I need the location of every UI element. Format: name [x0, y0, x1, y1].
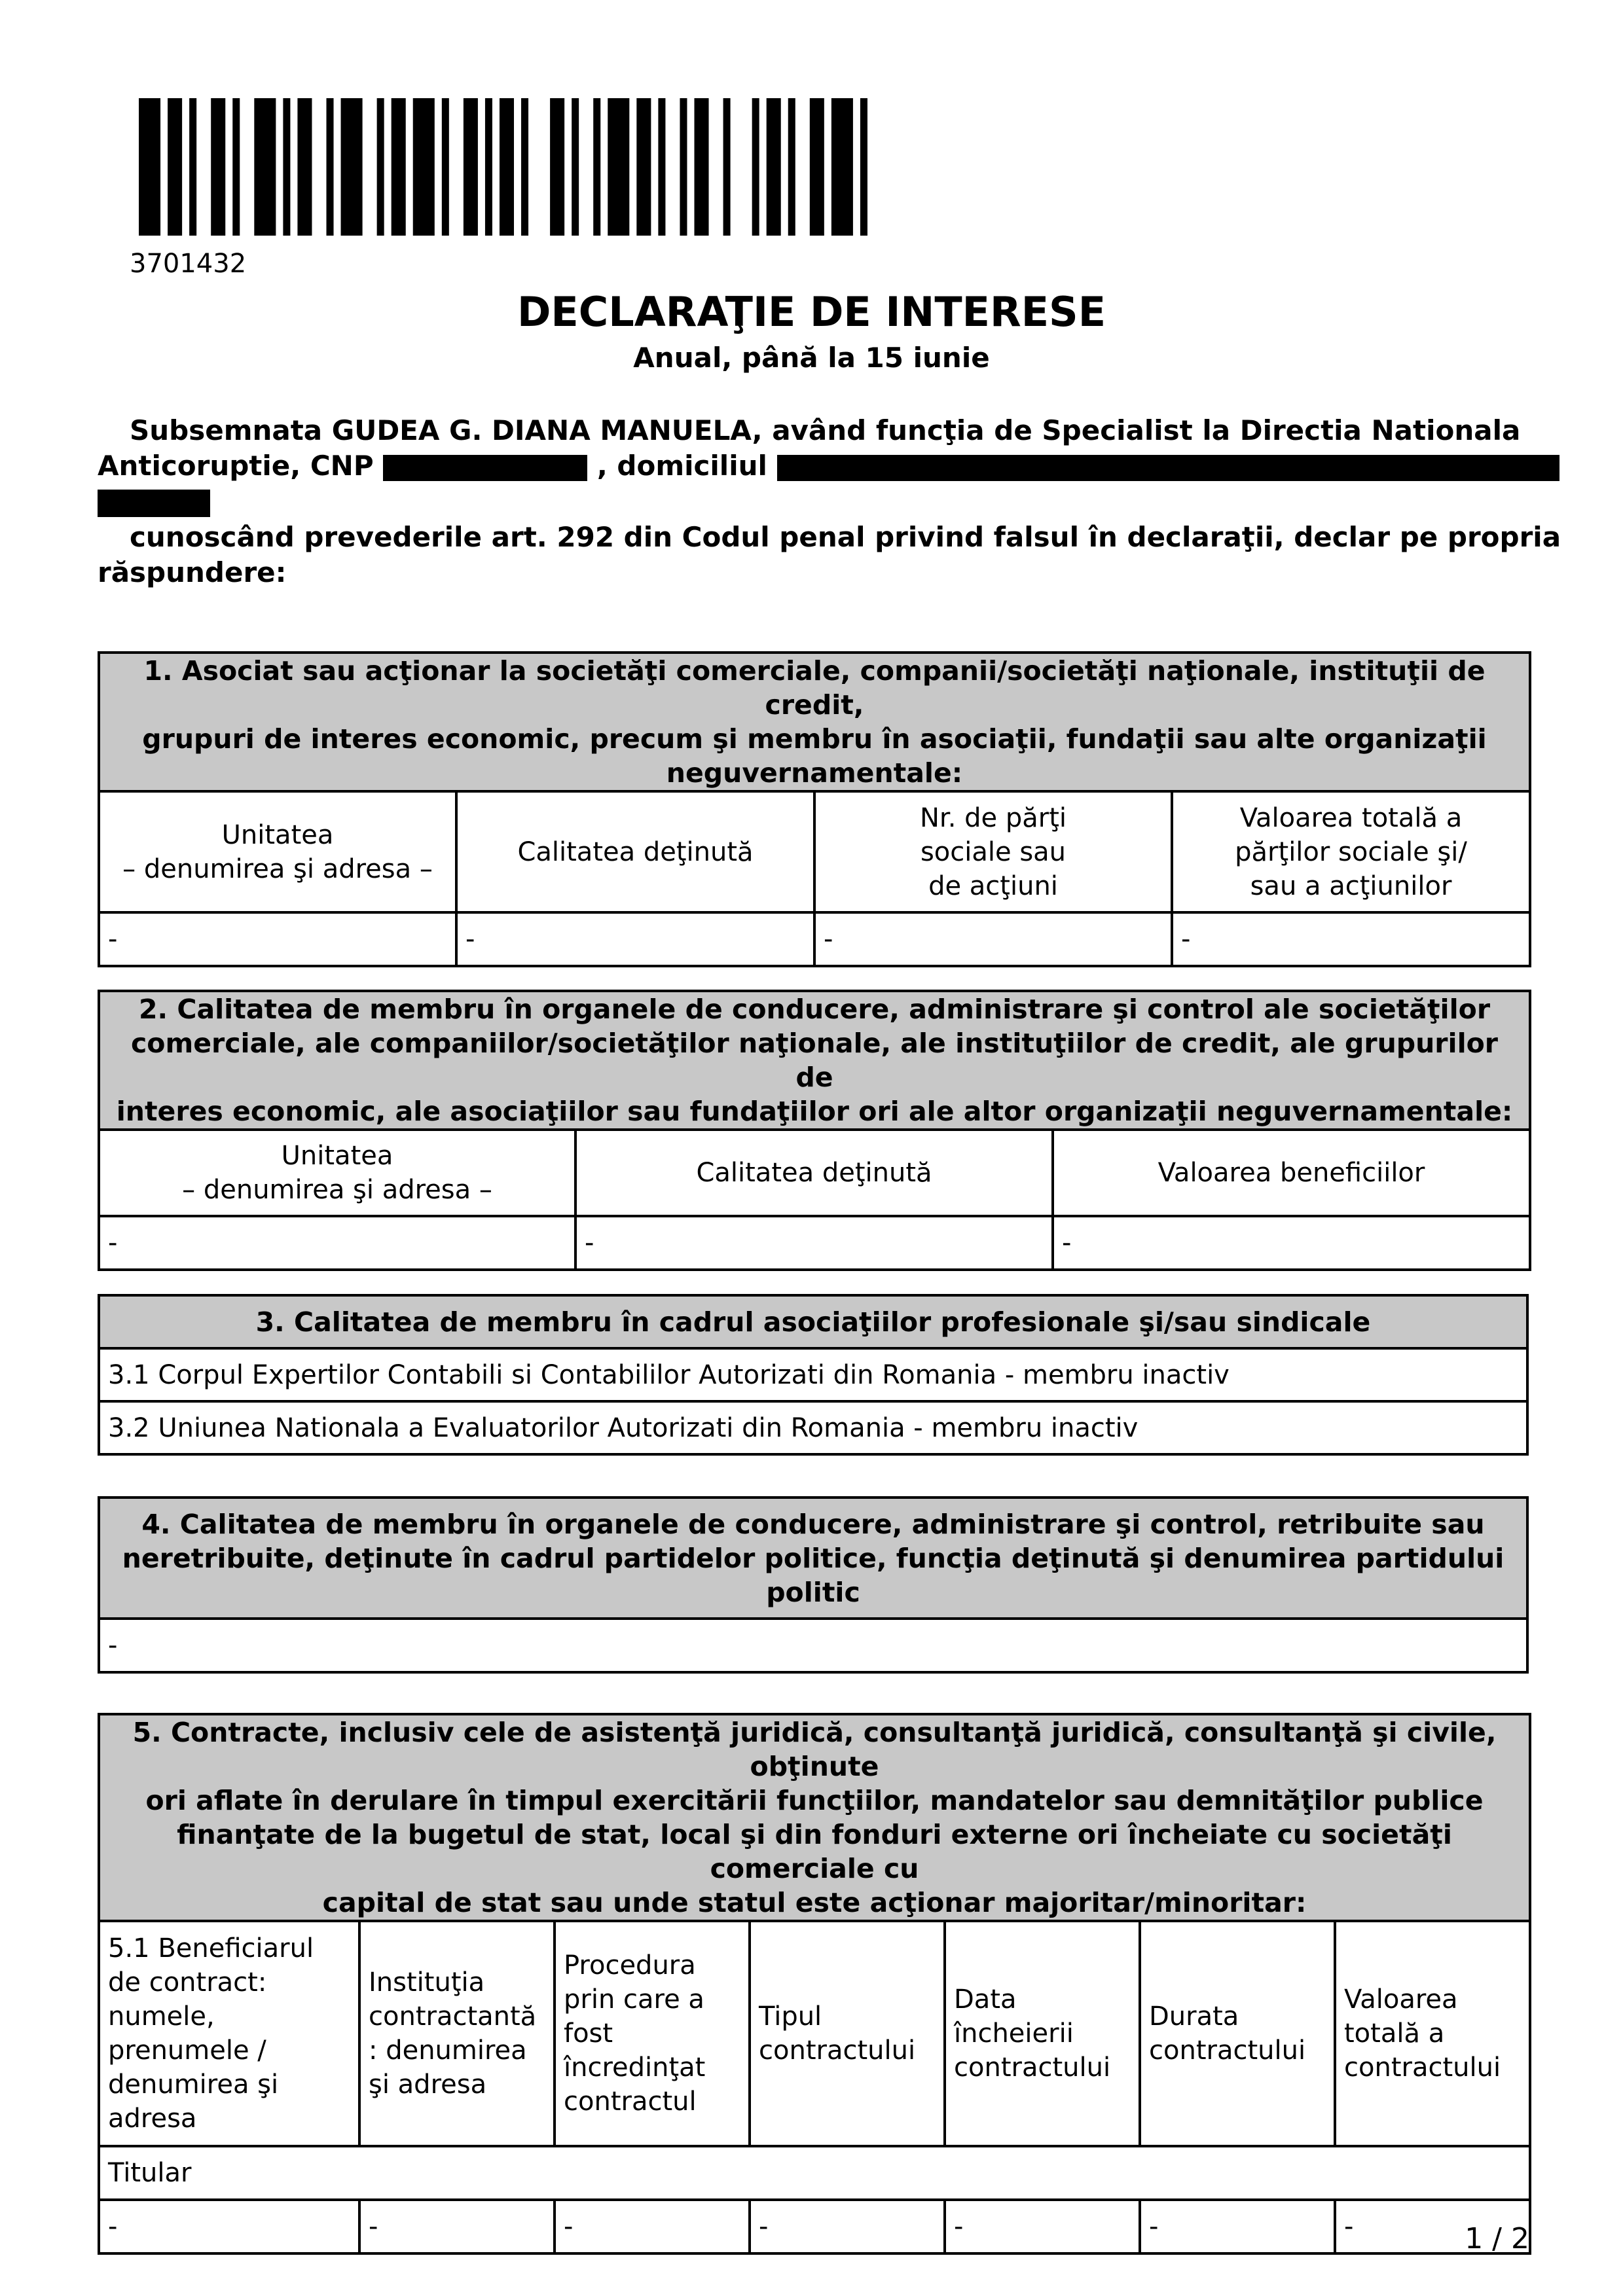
section-1-table — [98, 651, 1531, 967]
barcode-bar — [327, 98, 334, 236]
barcode-bar — [232, 98, 240, 236]
table-cell: - — [1053, 1216, 1530, 1270]
barcode-bar — [550, 98, 564, 236]
section-1-header: 1. Asociat sau acţionar la societăţi comerciale, companii/societăţi naţionale, instituţii de credit, grupuri de interes economic, precum şi membru în asociaţii, fundaţii sau alte organizaţii neguvernamentale: — [99, 653, 1530, 791]
redacted-cnp — [383, 455, 587, 481]
intro-line-2 — [98, 449, 1559, 483]
barcode-bar — [521, 98, 528, 236]
intro-line-4: răspundere: — [98, 556, 287, 588]
barcode-bar — [788, 98, 795, 236]
table-cell: - — [575, 1216, 1053, 1270]
barcode-bar — [377, 98, 384, 236]
column-header-beneficiar: 5.1 Beneficiarul de contract: numele, prenumele / denumirea şi adresa — [99, 1921, 359, 2146]
barcode-bar — [860, 98, 867, 236]
table-cell: - — [1172, 912, 1530, 966]
table-cell: - — [99, 1619, 1527, 1672]
barcode-bar — [139, 98, 160, 236]
column-header-calitatea: Calitatea deţinută — [456, 791, 814, 912]
barcode-bar — [283, 98, 290, 236]
table-cell: - — [456, 912, 814, 966]
barcode-bar — [254, 98, 276, 236]
list-item — [99, 1348, 1527, 1401]
membership-item: 3.2 Uniunea Nationala a Evaluatorilor Autorizati din Romania - membru inactiv — [99, 1401, 1527, 1454]
section-5-table — [98, 1713, 1531, 2255]
page-number: 1 / 2 — [1465, 2222, 1529, 2255]
column-header-calitatea: Calitatea deţinută — [575, 1130, 1053, 1216]
barcode-bar — [413, 98, 435, 236]
barcode-bar — [636, 98, 651, 236]
table-cell: - — [555, 2200, 750, 2253]
column-header-procedura: Procedura prin care a fost încredinţat contractul — [555, 1921, 750, 2146]
table-cell: - — [945, 2200, 1140, 2253]
table-cell: - — [99, 1216, 575, 1270]
table-cell: - — [1140, 2200, 1335, 2253]
barcode-bar — [211, 98, 225, 236]
barcode-bar — [608, 98, 629, 236]
barcode-bar — [168, 98, 182, 236]
barcode-bar — [297, 98, 312, 236]
barcode-bar — [831, 98, 853, 236]
section-4-table — [98, 1496, 1529, 1674]
column-header-durata: Durata contractului — [1140, 1921, 1335, 2146]
barcode-bar — [572, 98, 579, 236]
list-item — [99, 1401, 1527, 1454]
section-2-table — [98, 990, 1531, 1271]
table-cell: - — [750, 2200, 945, 2253]
barcode-bar — [485, 98, 492, 236]
barcode-bar — [464, 98, 478, 236]
barcode-bar — [593, 98, 600, 236]
column-header-unitatea: Unitatea – denumirea şi adresa – — [99, 1130, 575, 1216]
redacted-address — [777, 455, 1559, 481]
document-title: DECLARAŢIE DE INTERESE — [517, 288, 1106, 336]
section-4-header: 4. Calitatea de membru în organele de conducere, administrare şi control, retribuite sau neretribuite, deţinute în cadrul partidelor politice, funcţia deţinută şi denumirea partidului politic — [99, 1498, 1527, 1619]
table-cell: - — [814, 912, 1172, 966]
membership-item: 3.1 Corpul Expertilor Contabili si Contabililor Autorizati din Romania - membru inactiv — [99, 1348, 1527, 1401]
barcode-bar — [694, 98, 708, 236]
barcode-bar — [680, 98, 687, 236]
table-row — [99, 1619, 1527, 1672]
column-header-tipul: Tipul contractului — [750, 1921, 945, 2146]
document-subtitle: Anual, până la 15 iunie — [633, 342, 990, 374]
barcode-bar — [392, 98, 406, 236]
section-5-header: 5. Contracte, inclusiv cele de asistenţă juridică, consultanţă juridică, consultanţă şi civile, obţinute ori aflate în derulare în timpul exercitării funcţiilor, mandatelor sau demnităţilor publice finanţate de la bugetul de stat, local şi din fonduri externe ori încheiate cu societăţi comerciale cu capital de stat sau unde statul este acţionar majoritar/minoritar: — [99, 1714, 1530, 1921]
table-cell: - — [1335, 2200, 1530, 2253]
table-cell: - — [99, 912, 456, 966]
barcode-bar — [500, 98, 514, 236]
barcode-bar — [442, 98, 449, 236]
table-row — [99, 2200, 1530, 2253]
barcode-bar — [810, 98, 824, 236]
barcode-bar — [767, 98, 781, 236]
intro-cnp-label: Anticoruptie, CNP — [98, 450, 374, 482]
intro-domiciliu-label: , domiciliul — [596, 450, 767, 482]
barcode-bar — [723, 98, 731, 236]
column-header-valoarea: Valoarea totală a părţilor sociale şi/ sau a acţiunilor — [1172, 791, 1530, 912]
column-header-data: Data încheierii contractului — [945, 1921, 1140, 2146]
column-header-institutia: Instituţia contractantă : denumirea şi adresa — [359, 1921, 555, 2146]
column-header-nr-parti: Nr. de părţi sociale sau de acţiuni — [814, 791, 1172, 912]
column-header-valoarea: Valoarea totală a contractului — [1335, 1921, 1530, 2146]
barcode-bar — [189, 98, 196, 236]
titular-label: Titular — [99, 2146, 1530, 2200]
table-cell: - — [99, 2200, 359, 2253]
section-2-header: 2. Calitatea de membru în organele de conducere, administrare şi control ale societăţilor comerciale, ale companiilor/societăţilor naţionale, ale instituţiilor de credit, ale grupurilor de interes economic, ale asociaţiilor sau fundaţiilor ori ale altor organizaţii neguvernamentale: — [99, 991, 1530, 1130]
redacted-address-continued — [98, 490, 210, 517]
barcode-number: 3701432 — [130, 249, 247, 279]
barcode — [139, 98, 882, 236]
column-header-unitatea: Unitatea – denumirea şi adresa – — [99, 791, 456, 912]
barcode-bar — [341, 98, 363, 236]
section-3-table — [98, 1294, 1529, 1456]
section-3-header: 3. Calitatea de membru în cadrul asociaţiilor profesionale şi/sau sindicale — [99, 1295, 1527, 1348]
intro-line-1: Subsemnata GUDEA G. DIANA MANUELA, având funcţia de Specialist la Directia Nationala — [130, 414, 1521, 446]
intro-line-3: cunoscând prevederile art. 292 din Codul penal privind falsul în declaraţii, declar pe propria — [130, 521, 1561, 553]
table-row — [99, 912, 1530, 966]
barcode-bar — [752, 98, 759, 236]
table-row — [99, 1216, 1530, 1270]
barcode-bar — [658, 98, 665, 236]
column-header-valoarea-beneficiilor: Valoarea beneficiilor — [1053, 1130, 1530, 1216]
table-cell: - — [359, 2200, 555, 2253]
